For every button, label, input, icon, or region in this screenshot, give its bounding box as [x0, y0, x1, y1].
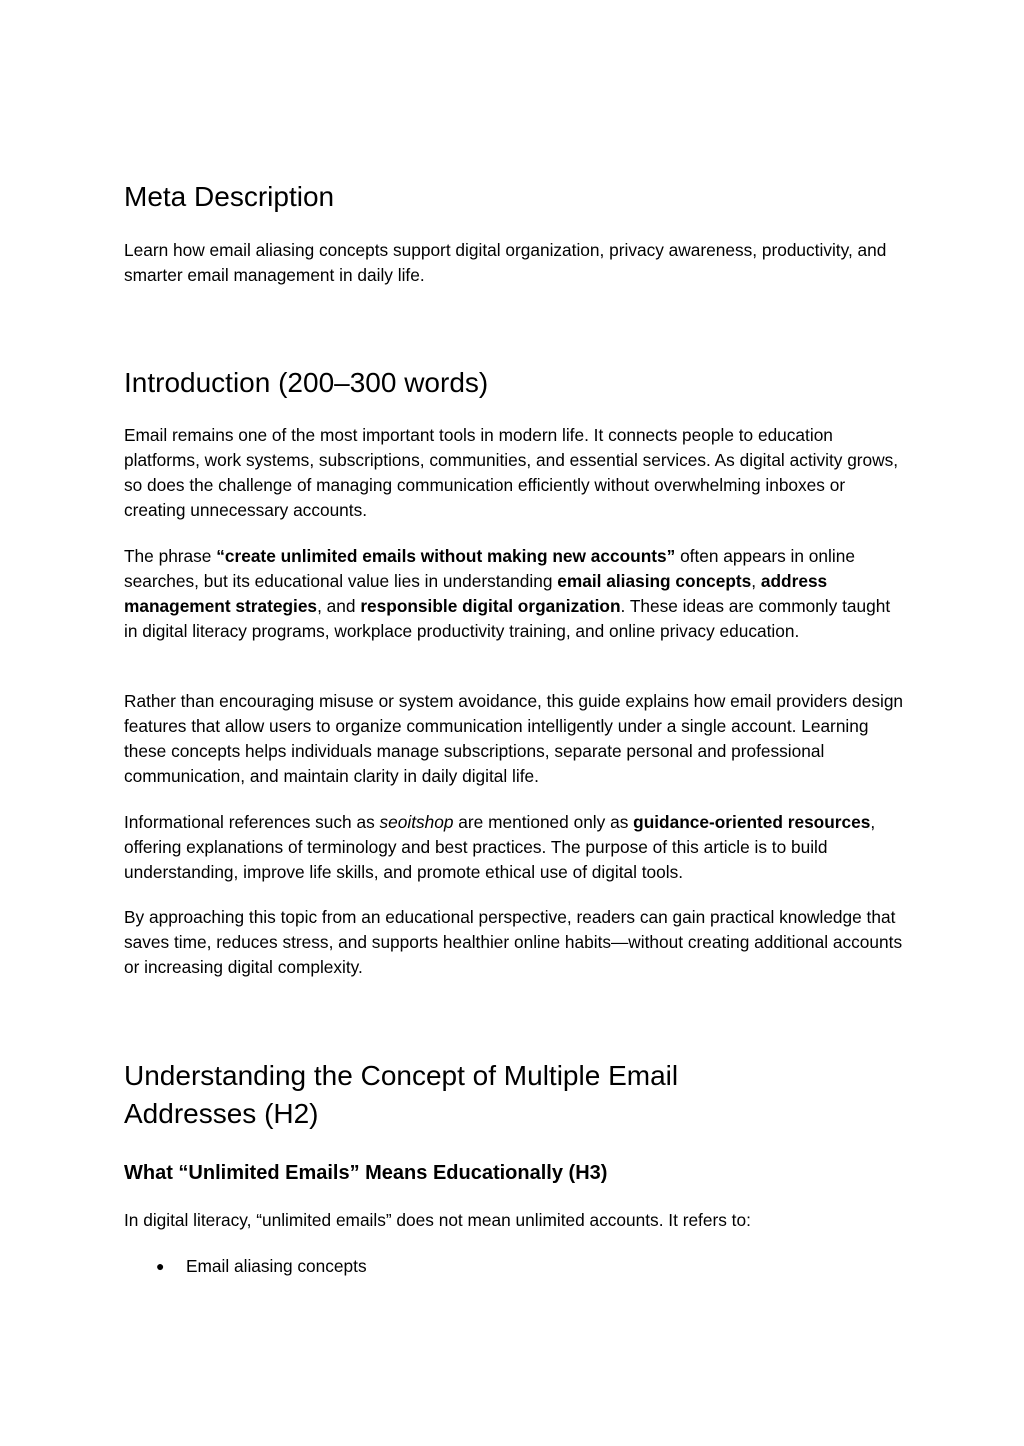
list-item	[124, 1254, 367, 1279]
bold-phrase: email aliasing concepts	[557, 571, 752, 591]
bullet-icon: ●	[156, 1258, 165, 1274]
section-paragraph-1: In digital literacy, “unlimited emails” does not mean unlimited accounts. It refers to:	[124, 1210, 751, 1230]
text-span: are mentioned only as	[453, 812, 634, 832]
italic-reference: seoitshop	[379, 812, 454, 832]
intro-paragraph-1: Email remains one of the most important tools in modern life. It connects people to education platforms, work systems, subscriptions, communities, and essential services. As digital activity grows, so does the challenge of managing communication efficiently without overwhelming inboxes or creating unnecessary accounts.	[124, 425, 899, 520]
intro-paragraph-4	[124, 810, 904, 885]
heading-line-1: Understanding the Concept of Multiple Email	[124, 1060, 679, 1091]
text-span: often appears in online searches, but its educational value lies in understanding	[124, 546, 855, 591]
bold-phrase: “create unlimited emails without making new accounts”	[216, 546, 676, 566]
text-span: , offering explanations of terminology and best practices. The purpose of this article is to build understanding, improve life skills, and promote ethical use of digital tools.	[124, 812, 876, 882]
text-span: . These ideas are commonly taught in digital literacy programs, workplace productivity training, and online privacy education.	[124, 596, 891, 641]
meta-description-heading: Meta Description	[124, 181, 335, 212]
concept-list	[124, 1254, 367, 1279]
list-item-text: Email aliasing concepts	[186, 1256, 367, 1276]
meta-description-text: Learn how email aliasing concepts support digital organization, privacy awareness, productivity, and smarter email management in daily life.	[124, 240, 887, 285]
intro-paragraph-5: By approaching this topic from an educational perspective, readers can gain practical knowledge that saves time, reduces stress, and supports healthier online habits—without creating additional accounts or increasing digital complexity.	[124, 907, 903, 977]
bold-phrase: address management strategies	[124, 571, 828, 616]
section-heading-h2	[124, 1057, 904, 1133]
bold-phrase: responsible digital organization	[360, 596, 621, 616]
introduction-heading: Introduction (200–300 words)	[124, 367, 489, 398]
text-span: , and	[317, 596, 361, 616]
text-span: Informational references such as	[124, 812, 380, 832]
intro-paragraph-3: Rather than encouraging misuse or system avoidance, this guide explains how email providers design features that allow users to organize communication intelligently under a single account. Learning these concepts helps individuals manage subscriptions, separate personal and professional communication, and maintain clarity in daily digital life.	[124, 691, 904, 786]
text-span: The phrase	[124, 546, 217, 566]
heading-line-2: Addresses (H2)	[124, 1098, 319, 1129]
bold-phrase: guidance-oriented resources	[633, 812, 871, 832]
intro-paragraph-2	[124, 544, 904, 644]
subsection-heading-h3: What “Unlimited Emails” Means Educationally (H3)	[124, 1162, 608, 1184]
text-span: ,	[751, 571, 761, 591]
